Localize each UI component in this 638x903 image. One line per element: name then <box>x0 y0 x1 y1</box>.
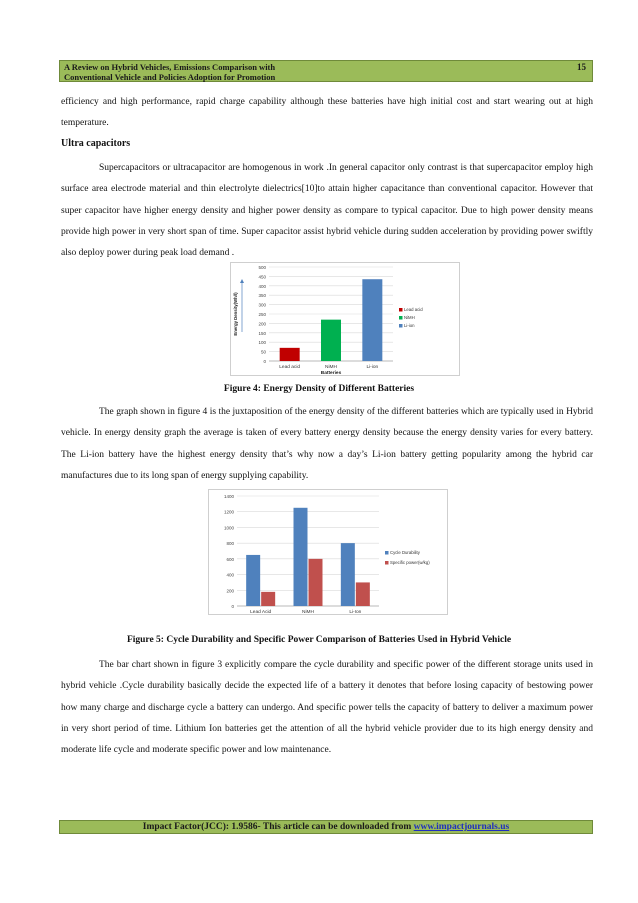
energy-density-chart <box>231 263 459 375</box>
paragraph-cycle-durability: The bar chart shown in figure 3 explicitly compare the cycle durability and specific power of the different storage units used in hybrid vehicle .Cycle durability basically decide the expected life of a battery it denotes that before losing capacity of bestowing power how many charge and discharge cycle a battery can undergo. And specific power tells the capacity of battery to deliver a maximum power in very short period of time. Lithium Ion batteries get the attention of all the hybrid vehicle provider due to its high energy density and moderate life cycle and moderate specific power and low maintenance. <box>61 660 593 756</box>
journal-link[interactable]: www.impactjournals.us <box>413 822 510 832</box>
y-tick-label: 1200 <box>223 509 234 515</box>
legend-swatch <box>399 316 403 320</box>
bar-li-ion-1 <box>356 582 370 606</box>
legend-label: Cycle Durability <box>390 550 420 555</box>
y-tick-label: 500 <box>258 265 266 270</box>
legend-label: NiMH <box>404 315 415 320</box>
figure-4-chart <box>230 262 460 376</box>
footer-text: Impact Factor(JCC): 1.9586- This article can be downloaded from <box>142 822 414 832</box>
figure-5-chart <box>208 489 448 615</box>
header-title-line2: Conventional Vehicle and Policies Adoption for Promotion <box>64 72 276 82</box>
bar-lead-acid-0 <box>280 348 300 361</box>
y-tick-label: 0 <box>263 359 266 364</box>
bar-lead-acid-1 <box>261 592 275 606</box>
y-axis-label: Energy Density(Wh/l) <box>233 292 238 336</box>
legend-label: Specific power(w/kg) <box>390 560 430 565</box>
y-tick-label: 400 <box>258 283 266 289</box>
y-tick-label: 200 <box>258 321 266 327</box>
y-tick-label: 400 <box>226 572 234 578</box>
x-tick-label: NiMH <box>302 610 314 614</box>
y-tick-label: 150 <box>258 330 266 336</box>
legend-swatch <box>385 561 389 565</box>
x-tick-label: Li-Ion <box>349 610 362 614</box>
y-tick-label: 600 <box>226 556 234 562</box>
y-tick-label: 1000 <box>223 525 234 531</box>
bar-li-ion-0 <box>341 543 355 606</box>
y-tick-label: 350 <box>258 293 266 299</box>
page-number: 15 <box>577 62 586 72</box>
header-title-line1: A Review on Hybrid Vehicles, Emissions Comparison with <box>64 62 276 72</box>
legend-swatch <box>385 551 389 555</box>
bar-li-ion-2 <box>362 279 382 361</box>
y-tick-label: 800 <box>226 541 234 547</box>
paragraph-ultracapacitors: Supercapacitors or ultracapacitor are homogenous in work .In general capacitor only contrast is that supercapacitor employ high surface area electrode material and thin electrolyte dielectrics[10]to attain higher capacitance than conventional capacitor. However that super capacitor have higher energy density and higher power density as compare to typical capacitor. Due to high power density means provide high power in very short span of time. Super capacitor assist hybrid vehicle during sudden acceleration by providing power swiftly also deploy power during peak load demand . <box>61 163 593 259</box>
x-axis-label: Batteries <box>320 371 342 375</box>
section-heading-ultra-capacitors: Ultra capacitors <box>61 138 131 149</box>
paragraph-energy-density: The graph shown in figure 4 is the juxtaposition of the energy density of the different batteries which are typically used in Hybrid vehicle. In energy density graph the average is taken of every battery energy density because the energy density varies for every battery. The Li-ion battery have the highest energy density that’s why now a day’s Li-ion battery getting popularity among the hybrid car manufactures due to its long span of energy supplying capability. <box>61 407 593 481</box>
legend-label: Lead acid <box>404 307 423 312</box>
bar-nimh-1 <box>321 320 341 361</box>
x-tick-label: Lead Acid <box>250 610 272 614</box>
cycle-durability-chart <box>209 490 447 614</box>
y-tick-label: 0 <box>231 604 234 609</box>
bar-nimh-0 <box>294 508 308 606</box>
figure-4-caption: Figure 4: Energy Density of Different Batteries <box>223 384 415 394</box>
y-tick-label: 100 <box>258 340 266 346</box>
figure-5-caption: Figure 5: Cycle Durability and Specific Power Comparison of Batteries Used in Hybrid Vehicle <box>126 635 512 645</box>
y-axis-arrow-head <box>240 279 244 283</box>
x-tick-label: NiMH <box>325 365 337 370</box>
y-tick-label: 300 <box>258 302 266 308</box>
page-footer <box>59 820 593 834</box>
bar-lead-acid-0 <box>246 555 260 606</box>
running-header <box>59 60 593 82</box>
legend-swatch <box>399 324 403 328</box>
legend-label: Li-ion <box>404 323 415 328</box>
paragraph-intro: efficiency and high performance, rapid charge capability although these batteries have high initial cost and start wearing out at high temperature. <box>61 97 593 129</box>
x-tick-label: Lead acid <box>279 365 301 370</box>
y-tick-label: 450 <box>258 274 266 280</box>
legend-swatch <box>399 308 403 312</box>
x-tick-label: Li-ion <box>366 365 379 370</box>
y-tick-label: 50 <box>260 349 266 355</box>
y-tick-label: 250 <box>258 312 266 317</box>
y-tick-label: 200 <box>226 588 234 594</box>
y-tick-label: 1400 <box>223 494 234 499</box>
bar-nimh-1 <box>309 559 323 606</box>
